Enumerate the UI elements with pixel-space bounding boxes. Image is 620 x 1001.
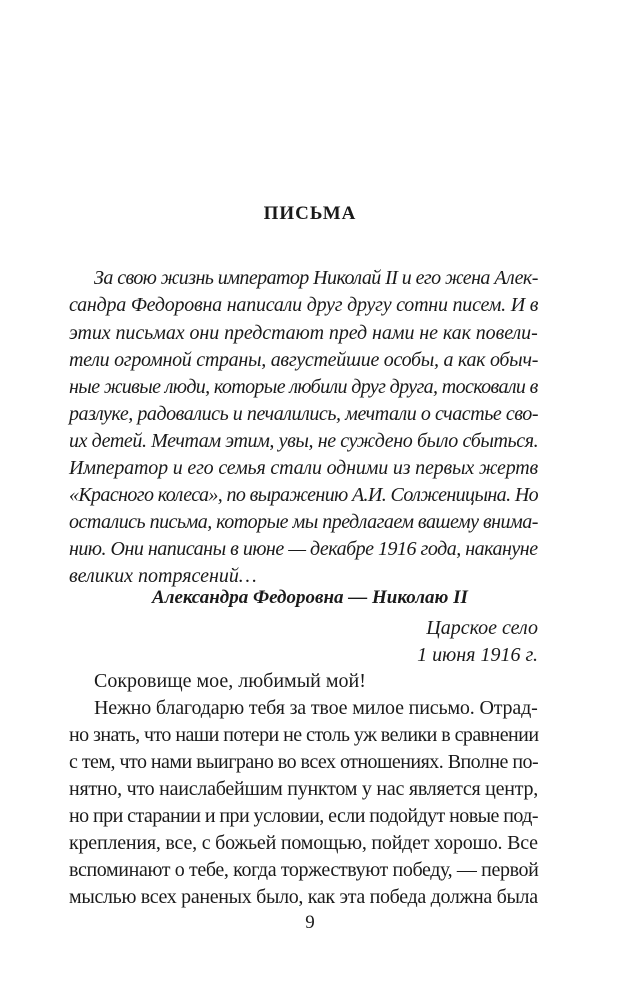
letter-salutation: Сокровище мое, любимый мой! (94, 670, 366, 692)
body-line: мыслью всех раненых было, как эта победа должна была (69, 886, 538, 908)
page-number: 9 (305, 912, 315, 933)
body-line: с тем, что нами выиграно во всех отношениях. Вполне по- (69, 751, 539, 773)
intro-line: великих потрясений… (69, 565, 257, 587)
intro-line: сандра Федоровна написали друг другу сотни писем. И в (69, 294, 539, 316)
body-line: нятно, что наислабейшим пунктом у нас является центр, (69, 778, 538, 800)
letter-place: Царское село (426, 617, 538, 639)
body-line: Нежно благодарю тебя за твое милое письмо. Отрад- (94, 697, 538, 719)
intro-line: За свою жизнь император Николай II и его жена Алек- (94, 267, 538, 289)
body-line: но при старании и при условии, если подойдут новые под- (69, 805, 538, 827)
letter-heading: Александра Федоровна — Николаю II (152, 587, 468, 608)
intro-line: тели огромной страны, августейшие особы, а как обыч- (69, 349, 539, 371)
intro-line: Император и его семья стали одними из первых жертв (69, 457, 539, 479)
intro-line: остались письма, которые мы предлагаем вашему внима- (69, 511, 538, 533)
letter-date: 1 июня 1916 г. (417, 644, 538, 666)
intro-line: нию. Они написаны в июне — декабре 1916 года, накануне (69, 538, 538, 560)
body-line: крепления, все, с божьей помощью, пойдет хорошо. Все (69, 832, 538, 854)
page-title: ПИСЬМА (263, 203, 357, 224)
intro-line: ные живые люди, которые любили друг друга, тосковали в (69, 376, 538, 398)
intro-line: их детей. Мечтам этим, увы, не суждено было сбыться. (69, 430, 539, 452)
body-line: вспоминают о тебе, когда торжествуют победу, — первой (69, 859, 539, 881)
intro-line: разлуке, радовались и печалились, мечтали о счастье сво- (69, 403, 539, 425)
intro-line: этих письмах они предстают пред нами не как повели- (69, 322, 538, 344)
intro-line: «Красного колеса», по выражению А.И. Солженицына. Но (69, 484, 539, 506)
body-line: но знать, что наши потери не столь уж велики в сравнении (69, 724, 539, 746)
